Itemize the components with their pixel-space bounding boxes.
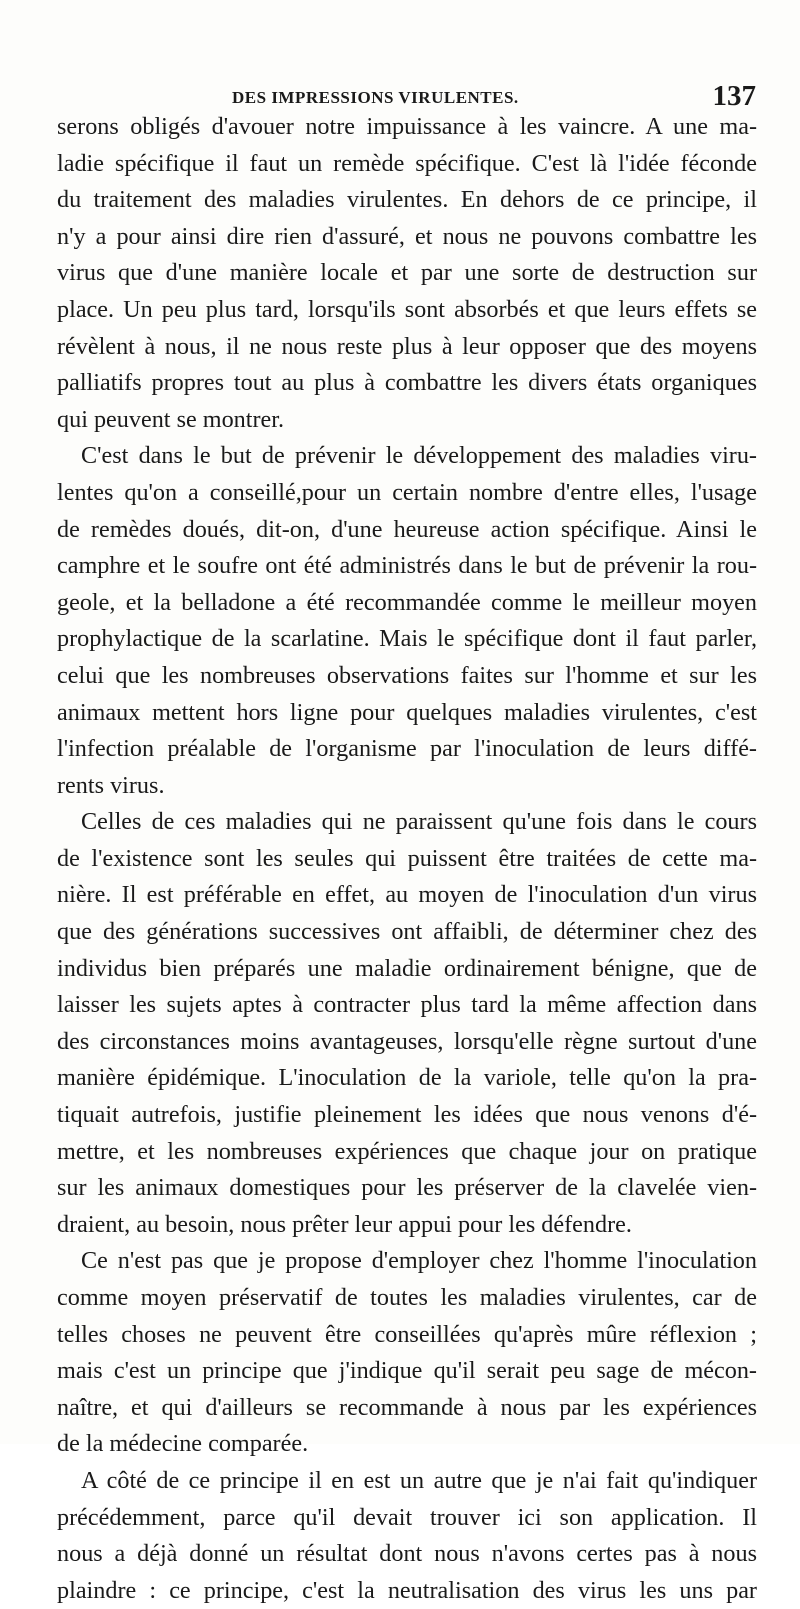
page-number: 137 <box>712 80 756 112</box>
text-line: mettre, et les nombreuses expériences que chaque jour on pratique <box>57 1137 757 1165</box>
text-line: palliatifs propres tout au plus à combattre les divers états organiques <box>57 369 757 397</box>
text-line: draient, au besoin, nous prêter leur appui pour les défendre. <box>57 1210 632 1238</box>
text-line: de remèdes doués, dit-on, d'une heureuse action spécifique. Ainsi le <box>57 515 757 543</box>
text-line: manière épidémique. L'inoculation de la variole, telle qu'on la pra- <box>57 1064 757 1092</box>
running-title: DES IMPRESSIONS VIRULENTES. <box>232 88 519 107</box>
text-line: lentes qu'on a conseillé,pour un certain nombre d'entre elles, l'usage <box>57 478 757 506</box>
text-line: naître, et qui d'ailleurs se recommande à nous par les expériences <box>57 1393 757 1421</box>
text-line: rents virus. <box>57 771 165 799</box>
text-line: nière. Il est préférable en effet, au moyen de l'inoculation d'un virus <box>57 881 757 909</box>
text-line: serons obligés d'avouer notre impuissance à les vaincre. A une ma- <box>57 113 757 140</box>
text-line: des circonstances moins avantageuses, lorsqu'elle règne surtout d'une <box>57 1027 757 1055</box>
text-line: individus bien préparés une maladie ordinairement bénigne, que de <box>57 954 757 982</box>
text-line: geole, et la belladone a été recommandée comme le meilleur moyen <box>57 588 757 616</box>
text-line: de la médecine comparée. <box>57 1430 309 1458</box>
text-line: C'est dans le but de prévenir le développement des maladies viru- <box>81 442 757 470</box>
text-line: n'y a pour ainsi dire rien d'assuré, et nous ne pouvons combattre les <box>57 222 757 250</box>
text-line: ladie spécifique il faut un remède spécifique. C'est là l'idée féconde <box>57 149 757 177</box>
text-line: camphre et le soufre ont été administrés dans le but de prévenir la rou- <box>57 552 757 580</box>
text-line: Celles de ces maladies qui ne paraissent qu'une fois dans le cours <box>81 808 757 836</box>
text-line: telles choses ne peuvent être conseillées qu'après mûre réflexion ; <box>57 1320 757 1348</box>
text-line: tiquait autrefois, justifie pleinement les idées que nous venons d'é- <box>57 1101 757 1129</box>
text-line: que des générations successives ont affaibli, de déterminer chez des <box>57 918 757 946</box>
body-text <box>57 109 757 1609</box>
text-line: l'infection préalable de l'organisme par l'inoculation de leurs diffé- <box>57 735 757 763</box>
text-line: nous a déjà donné un résultat dont nous n'avons certes pas à nous <box>57 1540 757 1568</box>
text-line: qui peuvent se montrer. <box>57 405 285 433</box>
text-line: A côté de ce principe il en est un autre que je n'ai fait qu'indiquer <box>81 1466 757 1494</box>
text-line: mais c'est un principe que j'indique qu'il serait peu sage de mécon- <box>57 1357 757 1385</box>
text-line: Ce n'est pas que je propose d'employer chez l'homme l'inoculation <box>81 1247 757 1275</box>
text-line: place. Un peu plus tard, lorsqu'ils sont absorbés et que leurs effets se <box>57 295 757 323</box>
text-line: prophylactique de la scarlatine. Mais le spécifique dont il faut parler, <box>57 625 757 653</box>
text-line: animaux mettent hors ligne pour quelques maladies virulentes, c'est <box>57 698 757 726</box>
text-line: comme moyen préservatif de toutes les maladies virulentes, car de <box>57 1284 757 1311</box>
text-line: du traitement des maladies virulentes. En dehors de ce principe, il <box>57 186 757 214</box>
text-line: plaindre : ce principe, c'est la neutralisation des virus les uns par <box>57 1576 757 1604</box>
text-line: révèlent à nous, il ne nous reste plus à leur opposer que des moyens <box>57 332 757 360</box>
text-line: celui que les nombreuses observations faites sur l'homme et sur les <box>57 661 757 689</box>
text-line: virus que d'une manière locale et par une sorte de destruction sur <box>57 259 757 287</box>
text-line: laisser les sujets aptes à contracter plus tard la même affection dans <box>57 991 757 1019</box>
text-line: précédemment, parce qu'il devait trouver ici son application. Il <box>57 1503 757 1531</box>
text-line: sur les animaux domestiques pour les préserver de la clavelée vien- <box>57 1174 757 1202</box>
text-line: de l'existence sont les seules qui puissent être traitées de cette ma- <box>57 844 757 872</box>
